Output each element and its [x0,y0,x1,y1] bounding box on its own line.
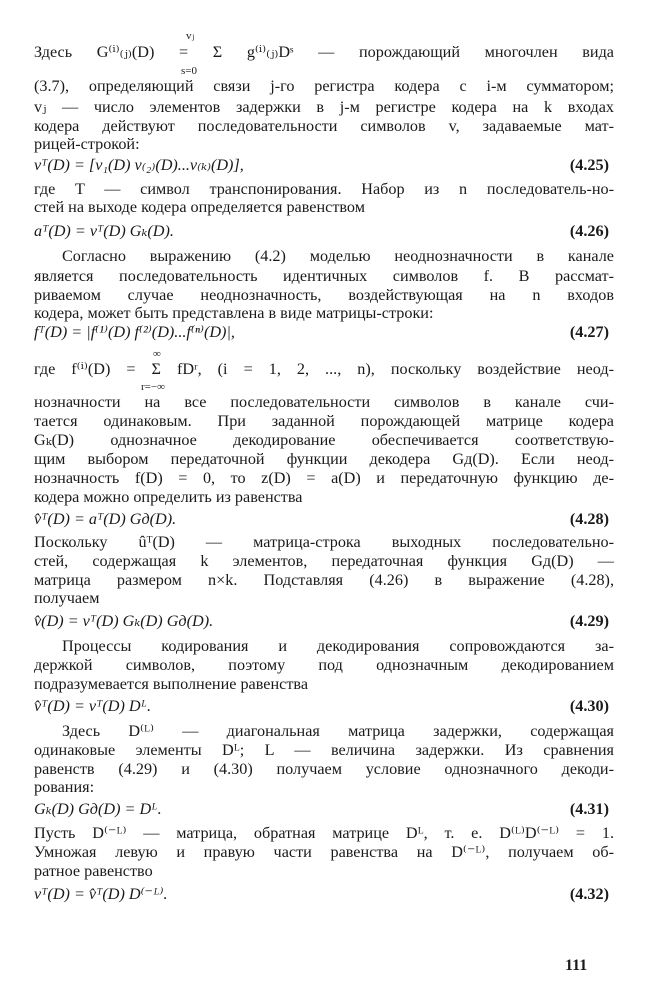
text-line: рицей-строкой: [34,135,140,153]
equation-number: (4.29) [569,612,609,630]
text-line: стей, содержащая k элементов, передаточная функция Gд(D) — [34,552,614,570]
text-line: рования: [34,778,95,796]
text-line: (3.7), определяющий связи j-го регистра кодера с i-м сумматором; [34,77,614,95]
page-number: 111 [565,957,588,974]
text-line: держкой символов, поэтому под однозначным декодированием [34,656,614,674]
text-line: нозначность f(D) = 0, то z(D) = a(D) и передаточную функцию де- [34,469,614,487]
equation-formula: v̂(D) = vᵀ(D) Gₖ(D) Gд(D). [34,612,214,630]
text-line: риваемом случае неоднозначность, воздействующая на n входов [34,286,614,304]
equation-number: (4.32) [569,885,609,903]
text-line: матрица размером n×k. Подставляя (4.26) в выражение (4.28), [34,571,614,589]
equation-formula: vᵀ(D) = v̂ᵀ(D) D⁽⁻ᴸ⁾. [34,885,168,903]
equation-number: (4.30) [569,697,609,715]
text-line: Пусть D⁽⁻ᴸ⁾ — матрица, обратная матрице Dᴸ, т. е. D⁽ᴸ⁾D⁽⁻ᴸ⁾ = 1. [34,824,614,842]
equation-number: (4.27) [569,323,609,341]
text-line: стей на выходе кодера определяется равенством [34,198,365,216]
paragraph-first-line: Процессы кодирования и декодирования сопровождаются за- [62,637,614,655]
equation-number: (4.31) [569,800,609,818]
text-line: равенств (4.29) и (4.30) получаем условие однозначного декоди- [34,760,614,778]
text-line: одинаковые элементы Dᴸ; L — величина задержки. Из сравнения [34,741,614,759]
paragraph-first-line: Согласно выражению (4.2) моделью неоднозначности в канале [62,247,614,265]
text-line: где f⁽ⁱ⁾(D) = Σ fDʳ, (i = 1, 2, ..., n), поскольку воздействие неод- [34,360,614,378]
text-line: является последовательность идентичных символов f. В рассмат- [34,267,614,285]
text-line: Поскольку ûᵀ(D) — матрица-строка выходных последовательно- [34,533,614,551]
text-line: Здесь G⁽ⁱ⁾₍ⱼ₎(D) = Σ g⁽ⁱ⁾₍ⱼ₎Dˢ — порождающий многочлен вида [34,43,614,61]
equation-formula: aᵀ(D) = vᵀ(D) Gₖ(D). [34,222,174,240]
text-line: кодера, может быть представлена в виде матрицы-строки: [34,304,434,322]
equation-formula: Gₖ(D) Gд(D) = Dᴸ. [34,800,162,818]
equation-formula: v̂ᵀ(D) = aᵀ(D) Gд(D). [34,510,177,528]
equation-formula: fᵀ(D) = |f⁽¹⁾(D) f⁽²⁾(D)...f⁽ⁿ⁾(D)|, [34,323,235,341]
equation-number: (4.25) [569,156,609,174]
equation-number: (4.26) [569,222,609,240]
sum-lower-limit: s=0 [181,65,197,77]
paragraph-first-line: Здесь D⁽ᴸ⁾ — диагональная матрица задержки, содержащая [62,722,614,740]
text-line: кодера можно определить из равенства [34,488,303,506]
equation-formula: vᵀ(D) = [v₁(D) v₍₂₎(D)...v₍ₖ₎(D)], [34,156,244,174]
sum-lower-limit: r=−∞ [141,381,165,393]
text-line: нозначности на все последовательности символов в канале счи- [34,393,614,411]
text-line: тается одинаковым. При заданной порождающей матрице кодера [34,412,614,430]
sum-upper-limit: ∞ [153,348,161,360]
text-line: Gₖ(D) однозначное декодирование обеспечивается соответствую- [34,431,614,449]
text-line: щим выбором передаточной функции декодера Gд(D). Если неод- [34,450,614,468]
text-line: ратное равенство [34,862,153,880]
equation-formula: v̂ᵀ(D) = vᵀ(D) Dᴸ. [34,697,152,715]
text-line: vⱼ — число элементов задержки в j-м регистре кодера на k входах [34,98,614,116]
text-line: где T — символ транспонирования. Набор из n последователь-но- [34,180,614,198]
sum-upper-limit: vⱼ [186,30,195,42]
text-line: Умножая левую и правую части равенства на D⁽⁻ᴸ⁾, получаем об- [34,843,614,861]
equation-number: (4.28) [569,510,609,528]
text-line: подразумевается выполнение равенства [34,675,309,693]
text-line: кодера действуют последовательности символов v, задаваемые мат- [34,117,614,135]
text-line: получаем [34,589,100,607]
